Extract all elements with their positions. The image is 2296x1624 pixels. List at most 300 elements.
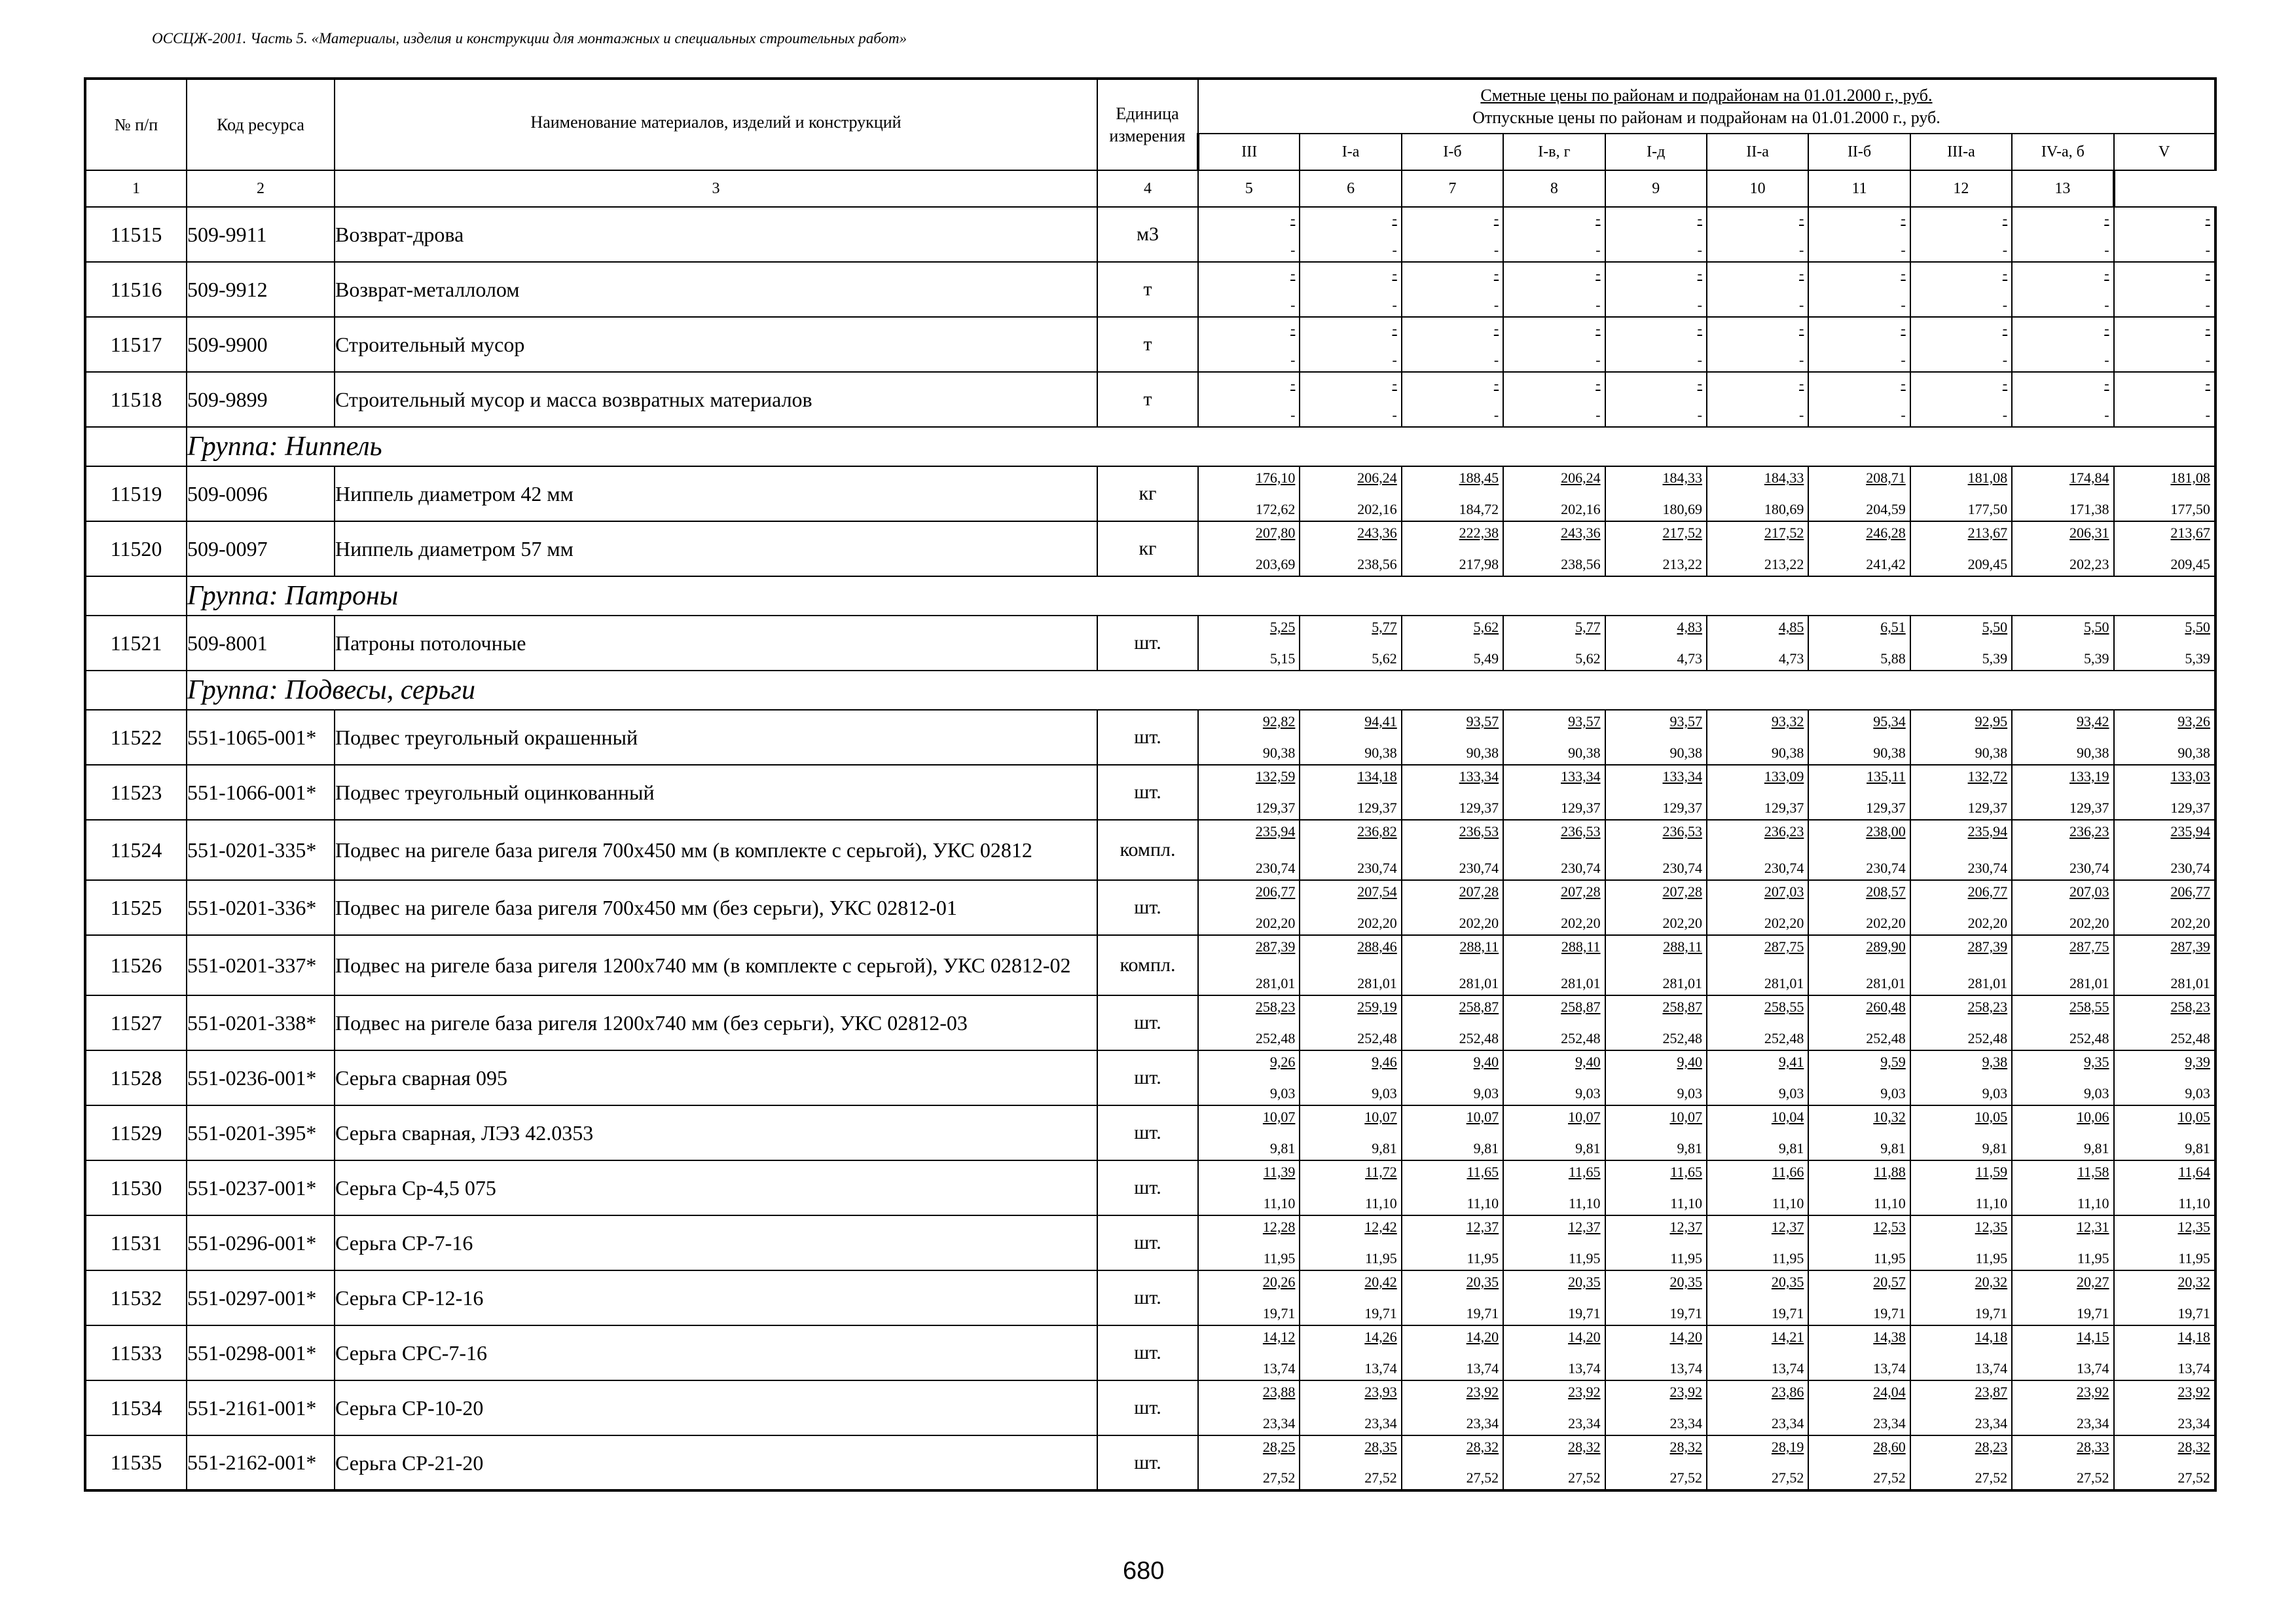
release-price: 252,48: [1357, 1030, 1397, 1046]
row-number: 11534: [85, 1380, 187, 1435]
estimate-price: 133,34: [1662, 768, 1702, 784]
price-cell: [1300, 880, 1401, 935]
price-cell: [1605, 1050, 1707, 1105]
release-price: 19,71: [1771, 1305, 1804, 1321]
release-price: 13,74: [1262, 1360, 1296, 1376]
row-number: 11529: [85, 1105, 187, 1160]
price-cell: [1808, 1380, 1910, 1435]
column-number: 10: [1707, 170, 1808, 207]
release-price: 172,62: [1255, 501, 1296, 517]
item-name: Ниппель диаметром 57 мм: [335, 521, 1097, 576]
row-number: 11528: [85, 1050, 187, 1105]
estimate-price: -: [2002, 210, 2008, 227]
price-cell: [1300, 1380, 1401, 1435]
estimate-price: 207,03: [2069, 883, 2109, 900]
price-cell: [1707, 880, 1808, 935]
release-price: -: [1697, 407, 1702, 423]
release-price: 23,34: [1262, 1415, 1296, 1431]
release-price: 241,42: [1866, 556, 1906, 572]
estimate-price: 12,42: [1364, 1219, 1397, 1235]
estimate-price: 28,25: [1262, 1439, 1296, 1455]
release-price: 11,95: [1365, 1250, 1397, 1266]
price-cell: [2012, 262, 2113, 317]
price-cell: [1808, 935, 1910, 995]
release-price: 90,38: [1975, 745, 2008, 761]
release-price: 13,74: [1873, 1360, 1906, 1376]
unit-cell: шт.: [1097, 1325, 1198, 1380]
release-price: 5,62: [1575, 650, 1601, 667]
estimate-price: 207,54: [1357, 883, 1397, 900]
release-price: 281,01: [1967, 975, 2008, 991]
release-price: 90,38: [1669, 745, 1702, 761]
estimate-price: -: [2104, 265, 2109, 282]
release-price: 11,95: [2178, 1250, 2210, 1266]
price-cell: [1198, 710, 1300, 765]
column-number: 8: [1503, 170, 1605, 207]
price-cell: [1605, 262, 1707, 317]
estimate-price: -: [1392, 210, 1397, 227]
price-cell: [2012, 1380, 2113, 1435]
estimate-price: 213,67: [1967, 525, 2008, 541]
estimate-price: 207,80: [1255, 525, 1296, 541]
release-price: -: [1290, 297, 1296, 313]
release-price: -: [2002, 407, 2008, 423]
release-price: 11,95: [1467, 1250, 1499, 1266]
release-price: 11,10: [1263, 1195, 1296, 1211]
release-price: 9,03: [1372, 1085, 1397, 1101]
release-price: -: [1901, 352, 1906, 368]
price-cell: [1503, 1160, 1605, 1215]
price-cell: [1605, 616, 1707, 671]
estimate-price: 132,59: [1255, 768, 1296, 784]
release-price: 11,10: [1772, 1195, 1804, 1211]
estimate-price: 5,77: [1372, 619, 1397, 635]
price-cell: [1503, 710, 1605, 765]
estimate-price: 20,35: [1466, 1274, 1499, 1290]
release-price: -: [1392, 352, 1397, 368]
release-price: 129,37: [1662, 800, 1702, 816]
price-cell: [1300, 616, 1401, 671]
price-cell: [1402, 466, 1503, 521]
price-cell: [1808, 317, 1910, 372]
price-cell: [2114, 1325, 2215, 1380]
item-name: Строительный мусор и масса возвратных материалов: [335, 372, 1097, 427]
release-price: 27,52: [1873, 1469, 1906, 1486]
price-cell: [1198, 1325, 1300, 1380]
release-price: 281,01: [1764, 975, 1804, 991]
price-cell: [1808, 372, 1910, 427]
price-cell: [1402, 820, 1503, 880]
release-price: 90,38: [1466, 745, 1499, 761]
estimate-price: 94,41: [1364, 713, 1397, 729]
release-price: 90,38: [1771, 745, 1804, 761]
page-header: ОССЦЖ-2001. Часть 5. «Материалы, изделия и конструкции для монтажных и специальных строительных работ»: [152, 30, 907, 46]
table-row: [85, 765, 2215, 820]
price-cell: [1605, 935, 1707, 995]
row-number: 11519: [85, 466, 187, 521]
price-cell: [1300, 820, 1401, 880]
price-cell: [1910, 207, 2012, 262]
release-price: 9,81: [1269, 1140, 1296, 1156]
item-name: Серьга сварная 095: [335, 1050, 1097, 1105]
release-price: -: [1595, 407, 1601, 423]
estimate-price: 10,07: [1568, 1109, 1601, 1125]
estimate-price: 208,71: [1866, 470, 1906, 486]
price-cell: [2012, 207, 2113, 262]
resource-code: 509-0097: [187, 521, 335, 576]
price-cell: [1198, 1270, 1300, 1325]
estimate-price: 95,34: [1873, 713, 1906, 729]
estimate-price: 9,26: [1269, 1054, 1296, 1070]
row-number: 11531: [85, 1215, 187, 1270]
price-cell: [2114, 616, 2215, 671]
estimate-price: 235,94: [2170, 823, 2210, 840]
release-price: -: [1901, 407, 1906, 423]
estimate-price: 14,20: [1466, 1329, 1499, 1345]
estimate-price: 11,58: [2077, 1164, 2109, 1180]
header-num: № п/п: [85, 79, 187, 170]
estimate-price: 288,46: [1357, 938, 1397, 955]
release-price: 9,03: [1982, 1085, 2008, 1101]
price-cell: [2114, 765, 2215, 820]
estimate-price: -: [1595, 210, 1601, 227]
release-price: -: [2104, 352, 2109, 368]
price-cell: [1402, 1105, 1503, 1160]
unit-cell: шт.: [1097, 1050, 1198, 1105]
table-row: [85, 207, 2215, 262]
estimate-price: 174,84: [2069, 470, 2109, 486]
estimate-price: 14,38: [1873, 1329, 1906, 1345]
estimate-price: -: [1392, 375, 1397, 392]
estimate-price: 14,15: [2077, 1329, 2109, 1345]
estimate-price: -: [1290, 265, 1296, 282]
estimate-price: 23,92: [1669, 1384, 1702, 1400]
price-cell: [1503, 765, 1605, 820]
estimate-price: 235,94: [1967, 823, 2008, 840]
release-price: 23,34: [1466, 1415, 1499, 1431]
release-price: 11,10: [1975, 1195, 2008, 1211]
release-price: 203,69: [1255, 556, 1296, 572]
release-price: 281,01: [1561, 975, 1601, 991]
release-price: -: [2104, 297, 2109, 313]
estimate-price: 287,75: [2069, 938, 2109, 955]
estimate-price: 23,92: [2178, 1384, 2210, 1400]
price-cell: [1402, 995, 1503, 1050]
release-price: 9,03: [1269, 1085, 1296, 1101]
estimate-price: 93,57: [1669, 713, 1702, 729]
release-price: 217,98: [1459, 556, 1499, 572]
release-price: 230,74: [1764, 860, 1804, 876]
estimate-price: 93,32: [1771, 713, 1804, 729]
price-cell: [1402, 765, 1503, 820]
release-price: 19,71: [1975, 1305, 2008, 1321]
release-price: 13,74: [1364, 1360, 1397, 1376]
release-price: 90,38: [1364, 745, 1397, 761]
estimate-price: 28,32: [1568, 1439, 1601, 1455]
estimate-price: 9,39: [2185, 1054, 2210, 1070]
release-price: 13,74: [1568, 1360, 1601, 1376]
row-number: 11533: [85, 1325, 187, 1380]
estimate-price: 206,24: [1357, 470, 1397, 486]
table-row: [85, 1325, 2215, 1380]
release-price: 9,81: [1473, 1140, 1499, 1156]
release-price: 23,34: [1873, 1415, 1906, 1431]
price-cell: [1808, 1270, 1910, 1325]
release-price: 27,52: [1262, 1469, 1296, 1486]
release-price: 252,48: [1459, 1030, 1499, 1046]
price-cell: [1808, 1325, 1910, 1380]
estimate-price: 288,11: [1459, 938, 1499, 955]
release-price: 252,48: [1764, 1030, 1804, 1046]
estimate-price: -: [1290, 375, 1296, 392]
release-price: 202,20: [1866, 915, 1906, 931]
price-cell: [1503, 1270, 1605, 1325]
price-cell: [1808, 820, 1910, 880]
item-name: Возврат-дрова: [335, 207, 1097, 262]
release-price: -: [1595, 242, 1601, 258]
region-header: I-д: [1605, 134, 1707, 170]
estimate-price: 217,52: [1764, 525, 1804, 541]
release-price: 252,48: [1967, 1030, 2008, 1046]
price-cell: [1910, 1435, 2012, 1490]
price-cell: [1605, 521, 1707, 576]
estimate-price: -: [1595, 265, 1601, 282]
table-row: [85, 935, 2215, 995]
estimate-price: -: [1493, 210, 1499, 227]
price-cell: [1605, 1325, 1707, 1380]
release-price: 180,69: [1662, 501, 1702, 517]
price-cell: [1707, 521, 1808, 576]
price-cell: [1707, 935, 1808, 995]
row-number: 11530: [85, 1160, 187, 1215]
estimate-price: 206,24: [1561, 470, 1601, 486]
estimate-price: 288,11: [1561, 938, 1601, 955]
estimate-price: -: [2205, 210, 2210, 227]
release-price: 281,01: [1357, 975, 1397, 991]
price-cell: [1503, 466, 1605, 521]
unit-cell: шт.: [1097, 1380, 1198, 1435]
price-cell: [2114, 995, 2215, 1050]
estimate-price: 207,28: [1561, 883, 1601, 900]
price-cell: [1503, 207, 1605, 262]
release-price: 252,48: [1255, 1030, 1296, 1046]
price-cell: [1300, 1215, 1401, 1270]
group-title: Группа: Патроны: [187, 576, 2215, 616]
region-header: I-а: [1300, 134, 1401, 170]
release-price: 23,34: [1568, 1415, 1601, 1431]
resource-code: 551-0201-337*: [187, 935, 335, 995]
price-cell: [1605, 1160, 1707, 1215]
price-cell: [1605, 1435, 1707, 1490]
release-price: 9,03: [1473, 1085, 1499, 1101]
release-price: 252,48: [2069, 1030, 2109, 1046]
price-cell: [2114, 521, 2215, 576]
price-cell: [2114, 372, 2215, 427]
estimate-price: 236,23: [2069, 823, 2109, 840]
price-cell: [1808, 1160, 1910, 1215]
release-price: 177,50: [2170, 501, 2210, 517]
release-price: -: [1493, 242, 1499, 258]
estimate-price: 11,64: [2178, 1164, 2210, 1180]
release-price: 202,20: [2069, 915, 2109, 931]
price-cell: [1402, 521, 1503, 576]
estimate-price: -: [1901, 375, 1906, 392]
resource-code: 551-0201-395*: [187, 1105, 335, 1160]
release-price: 281,01: [1662, 975, 1702, 991]
release-price: 27,52: [1975, 1469, 2008, 1486]
price-cell: [1707, 820, 1808, 880]
price-cell: [1503, 1325, 1605, 1380]
release-price: 5,62: [1372, 650, 1397, 667]
estimate-price: 132,72: [1967, 768, 2008, 784]
estimate-price: 4,85: [1778, 619, 1804, 635]
region-header: II-б: [1808, 134, 1910, 170]
estimate-price: -: [1697, 265, 1702, 282]
column-number: 4: [1097, 170, 1198, 207]
release-price: 129,37: [1255, 800, 1296, 816]
estimate-price: 93,57: [1568, 713, 1601, 729]
release-price: 129,37: [1866, 800, 1906, 816]
price-cell: [1198, 820, 1300, 880]
unit-cell: компл.: [1097, 935, 1198, 995]
price-cell: [1402, 1215, 1503, 1270]
estimate-price: 213,67: [2170, 525, 2210, 541]
resource-code: 551-2161-001*: [187, 1380, 335, 1435]
price-cell: [1910, 935, 2012, 995]
price-cell: [1198, 466, 1300, 521]
estimate-price: 93,26: [2178, 713, 2210, 729]
release-price: 13,74: [1975, 1360, 2008, 1376]
estimate-price: 10,07: [1466, 1109, 1499, 1125]
estimate-price: 11,66: [1772, 1164, 1804, 1180]
release-price: 19,71: [1873, 1305, 1906, 1321]
release-price: -: [2205, 297, 2210, 313]
release-price: 129,37: [2069, 800, 2109, 816]
price-cell: [1503, 616, 1605, 671]
price-cell: [1707, 466, 1808, 521]
estimate-price: -: [2002, 375, 2008, 392]
release-price: 281,01: [2069, 975, 2109, 991]
release-price: 171,38: [2069, 501, 2109, 517]
release-price: 11,10: [1365, 1195, 1397, 1211]
price-cell: [1198, 880, 1300, 935]
column-number: 2: [187, 170, 335, 207]
release-price: 252,48: [1866, 1030, 1906, 1046]
release-price: -: [1392, 407, 1397, 423]
release-price: 230,74: [1967, 860, 2008, 876]
price-cell: [1707, 765, 1808, 820]
release-price: 9,03: [2185, 1085, 2210, 1101]
estimate-price: -: [1595, 375, 1601, 392]
release-price: 230,74: [1459, 860, 1499, 876]
resource-code: 509-9900: [187, 317, 335, 372]
release-price: 11,10: [1670, 1195, 1702, 1211]
release-price: -: [1595, 352, 1601, 368]
estimate-price: -: [1901, 320, 1906, 337]
price-cell: [1808, 710, 1910, 765]
release-price: 27,52: [1466, 1469, 1499, 1486]
release-price: -: [1901, 297, 1906, 313]
release-price: 230,74: [1866, 860, 1906, 876]
estimate-price: 10,06: [2077, 1109, 2109, 1125]
price-cell: [1198, 1160, 1300, 1215]
release-price: -: [2205, 242, 2210, 258]
estimate-price: 23,93: [1364, 1384, 1397, 1400]
release-price: 177,50: [1967, 501, 2008, 517]
release-price: 19,71: [1669, 1305, 1702, 1321]
price-cell: [1808, 995, 1910, 1050]
release-price: 23,34: [1771, 1415, 1804, 1431]
release-price: 27,52: [1364, 1469, 1397, 1486]
price-cell: [1198, 207, 1300, 262]
item-name: Патроны потолочные: [335, 616, 1097, 671]
release-price: 11,95: [1975, 1250, 2008, 1266]
estimate-price: 23,92: [2077, 1384, 2109, 1400]
price-cell: [1198, 262, 1300, 317]
price-cell: [1605, 466, 1707, 521]
price-cell: [1300, 372, 1401, 427]
release-price: 202,20: [1357, 915, 1397, 931]
estimate-price: 207,03: [1764, 883, 1804, 900]
table-row: [85, 521, 2215, 576]
estimate-price: 23,86: [1771, 1384, 1804, 1400]
price-cell: [1300, 1325, 1401, 1380]
item-name: Подвес треугольный оцинкованный: [335, 765, 1097, 820]
column-number: 7: [1402, 170, 1503, 207]
price-cell: [1910, 995, 2012, 1050]
group-num-cell: [85, 427, 187, 466]
estimate-price: 246,28: [1866, 525, 1906, 541]
estimate-price: -: [1901, 265, 1906, 282]
item-name: Подвес на ригеле база ригеля 1200х740 мм (в комплекте с серьгой), УКС 02812-02: [335, 935, 1097, 995]
estimate-price: -: [1290, 210, 1296, 227]
header-prices: [1198, 79, 2215, 134]
release-price: 23,34: [1975, 1415, 2008, 1431]
estimate-price: 9,41: [1778, 1054, 1804, 1070]
estimate-price: 9,40: [1473, 1054, 1499, 1070]
price-cell: [1503, 1050, 1605, 1105]
estimate-price: 11,65: [1568, 1164, 1601, 1180]
unit-cell: шт.: [1097, 995, 1198, 1050]
column-number: 13: [2012, 170, 2113, 207]
price-cell: [1402, 1270, 1503, 1325]
estimate-price: 238,00: [1866, 823, 1906, 840]
estimate-price: 93,57: [1466, 713, 1499, 729]
price-cell: [1707, 1105, 1808, 1160]
estimate-price: 28,32: [2178, 1439, 2210, 1455]
price-cell: [1503, 521, 1605, 576]
release-price: 5,39: [2084, 650, 2109, 667]
estimate-price: 9,46: [1372, 1054, 1397, 1070]
estimate-price: 12,53: [1873, 1219, 1906, 1235]
column-number: 11: [1808, 170, 1910, 207]
estimate-price: 206,77: [1255, 883, 1296, 900]
price-cell: [1402, 372, 1503, 427]
price-cell: [1707, 1380, 1808, 1435]
estimate-price: 287,39: [2170, 938, 2210, 955]
estimate-price: 12,37: [1466, 1219, 1499, 1235]
estimate-price: 12,37: [1568, 1219, 1601, 1235]
price-cell: [2012, 1270, 2113, 1325]
table-row: [85, 1160, 2215, 1215]
estimate-price: 236,53: [1459, 823, 1499, 840]
resource-code: 551-2162-001*: [187, 1435, 335, 1490]
price-cell: [1300, 1160, 1401, 1215]
region-header: II-а: [1707, 134, 1808, 170]
estimate-price: 5,62: [1473, 619, 1499, 635]
price-cell: [1707, 1270, 1808, 1325]
estimate-price: 9,38: [1982, 1054, 2008, 1070]
